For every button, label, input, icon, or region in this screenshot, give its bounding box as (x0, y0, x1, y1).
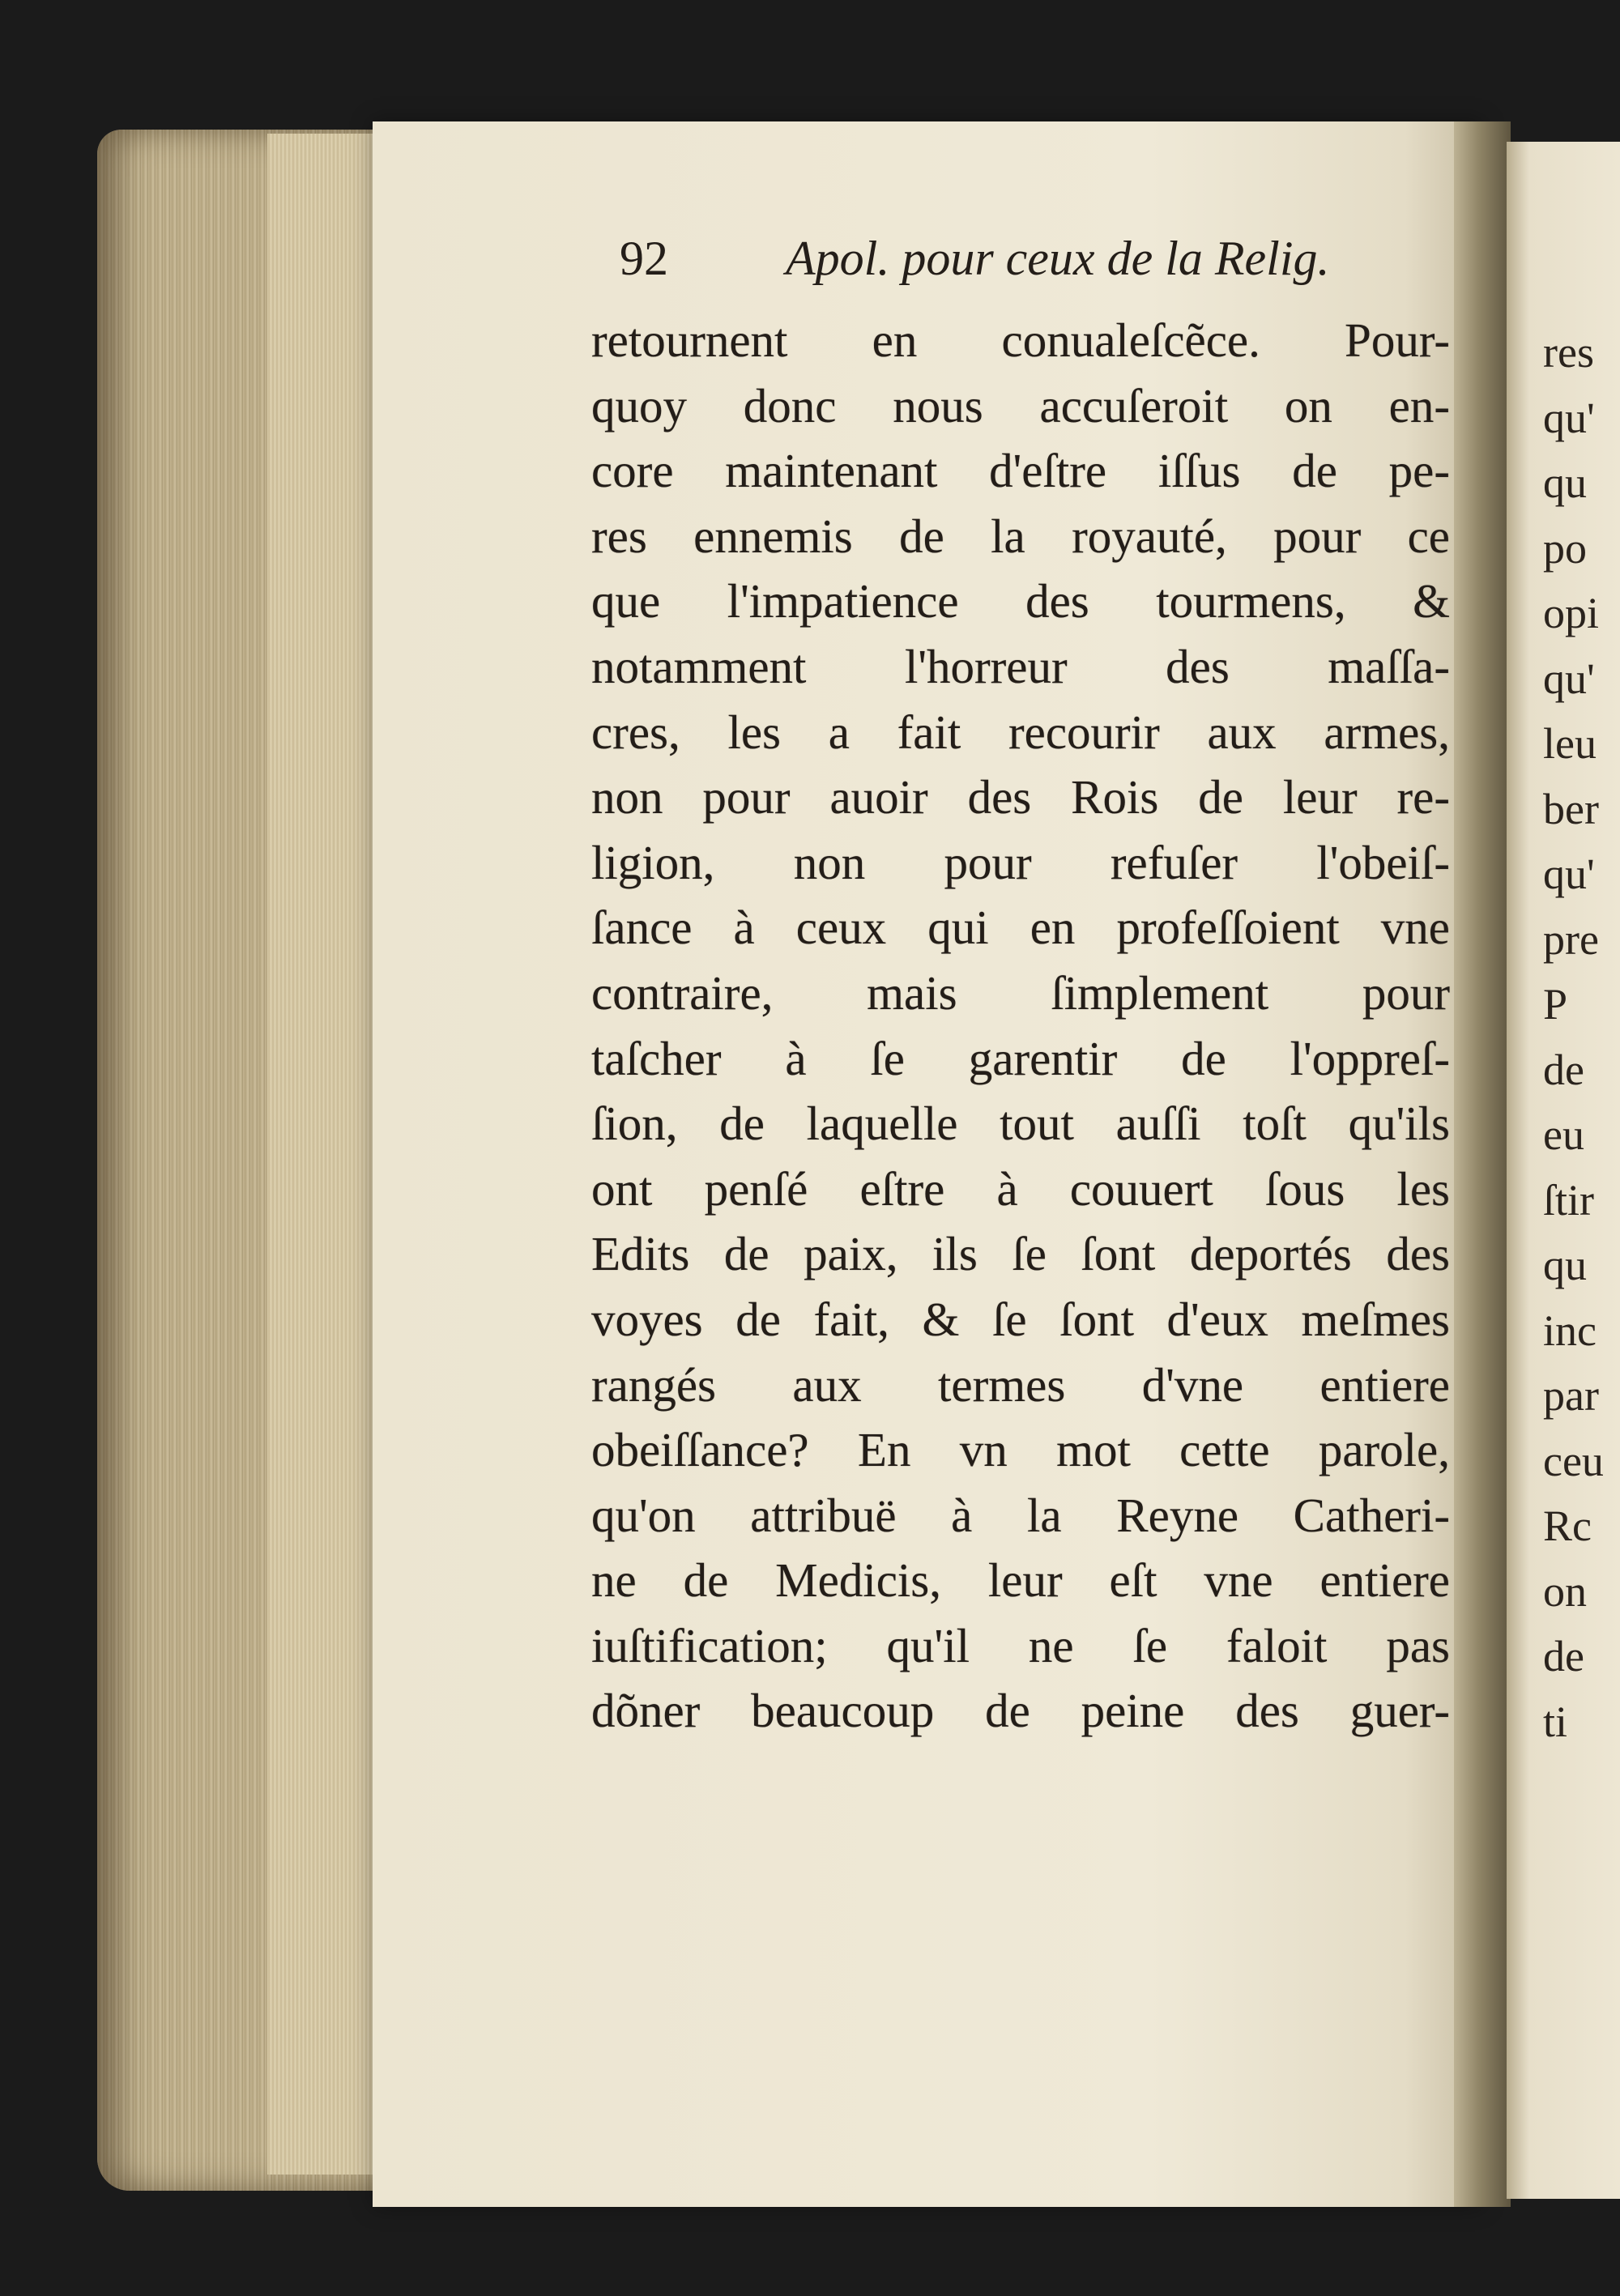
page-edge-stack (267, 134, 381, 2175)
facing-fragment: po (1543, 523, 1587, 573)
text-line: ſion, de laquelle tout auſſi toſt qu'ils (591, 1097, 1450, 1151)
facing-fragment: par (1543, 1371, 1599, 1420)
facing-fragment: qu' (1543, 850, 1595, 898)
facing-fragment: qu (1543, 1241, 1587, 1289)
text-line: retournent en conualeſcẽce. Pour- (591, 313, 1450, 367)
text-line: dõner beaucoup de peine des guer- (591, 1684, 1450, 1738)
text-line: obeiſſance? En vn mot cette parole, (591, 1423, 1450, 1477)
facing-fragment: de (1543, 1045, 1584, 1094)
text-line: notamment l'horreur des maſſa- (591, 639, 1450, 693)
text-line: voyes de fait, & ſe ſont d'eux meſmes (591, 1292, 1450, 1346)
text-line: Edits de paix, ils ſe ſont deportés des (591, 1227, 1450, 1281)
facing-fragment: inc (1543, 1306, 1597, 1355)
text-line: core maintenant d'eſtre iſſus de pe- (591, 444, 1450, 498)
text-line: res ennemis de la royauté, pour ce (591, 509, 1450, 563)
facing-page-text (1543, 320, 1604, 1754)
text-line: iuſtification; qu'il ne ſe faloit pas (591, 1618, 1450, 1672)
text-line: ont penſé eſtre à couuert ſous les (591, 1161, 1450, 1216)
facing-fragment: eu (1543, 1110, 1584, 1159)
facing-fragment: res (1543, 328, 1594, 377)
gutter (1454, 121, 1511, 2207)
facing-fragment: leu (1543, 719, 1597, 768)
facing-fragment: on (1543, 1566, 1587, 1616)
text-line: ligion, non pour refuſer l'obeiſ- (591, 835, 1450, 889)
text-line: cres, les a fait recourir aux armes, (591, 705, 1450, 759)
facing-fragment: pre (1543, 914, 1599, 964)
facing-fragment: qu' (1543, 393, 1595, 442)
text-line: rangés aux termes d'vne entiere (591, 1357, 1450, 1412)
text-line: contraire, mais ſimplement pour (591, 965, 1450, 1020)
facing-fragment: qu' (1543, 654, 1595, 703)
facing-fragment: qu (1543, 458, 1587, 507)
facing-fragment: Rc (1543, 1502, 1592, 1550)
facing-fragment: ſtir (1543, 1175, 1594, 1225)
running-head-title: Apol. pour ceux de la Relig. (786, 232, 1330, 285)
page-number: 92 (620, 232, 668, 285)
text-line: taſcher à ſe garentir de l'oppreſ- (591, 1031, 1450, 1085)
facing-fragment: P (1543, 980, 1568, 1029)
running-head (620, 231, 1397, 296)
body-text (591, 308, 1450, 1744)
text-line: ne de Medicis, leur eſt vne entiere (591, 1553, 1450, 1608)
facing-fragment: ceu (1543, 1436, 1604, 1485)
facing-fragment: de (1543, 1632, 1584, 1680)
text-line: non pour auoir des Rois de leur re- (591, 770, 1450, 824)
facing-fragment: ti (1543, 1697, 1568, 1746)
text-line: qu'on attribuë à la Reyne Catheri- (591, 1488, 1450, 1542)
text-line: que l'impatience des tourmens, & (591, 574, 1450, 628)
text-line: quoy donc nous accuſeroit on en- (591, 378, 1450, 432)
facing-fragment: opi (1543, 589, 1600, 637)
facing-fragment: ber (1543, 784, 1599, 833)
text-line: ſance à ceux qui en profeſſoient vne (591, 901, 1450, 955)
